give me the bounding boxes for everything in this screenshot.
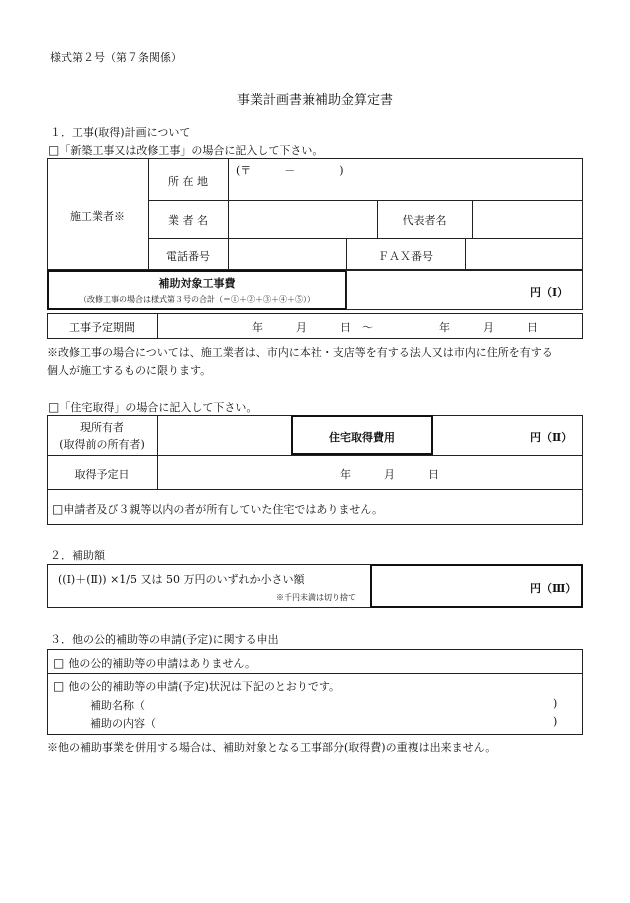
checkbox-other-subsidy[interactable]: □ xyxy=(53,679,65,693)
acquisition-date-field[interactable]: 年 月 日 xyxy=(340,468,439,481)
section1-heading: １．工事(取得)計画について xyxy=(50,126,191,139)
checkbox-declaration[interactable]: □ xyxy=(52,502,64,516)
subsidy-name-label: 補助名称（ xyxy=(90,699,145,712)
current-owner-label: 現所有者 xyxy=(80,421,124,434)
contractor-label: 施工業者※ xyxy=(70,210,125,223)
checkbox-new-or-renovation[interactable]: □ xyxy=(48,143,60,157)
form-number: 様式第２号（第７条関係） xyxy=(50,51,182,64)
postal-code-field[interactable]: (〒 － ) xyxy=(236,164,344,177)
section1-note-line1: ※改修工事の場合については、施工業者は、市内に本社・支店等を有する法人又は市内に住所を有する xyxy=(47,346,553,359)
subsidy-content-close: ) xyxy=(553,715,558,728)
representative-label: 代表者名 xyxy=(402,214,447,227)
housing-instruction-text: 「住宅取得」の場合に記入して下さい。 xyxy=(59,401,258,414)
housing-declaration xyxy=(52,501,383,517)
section2-heading: ２．補助額 xyxy=(50,549,105,562)
housing-declaration-text: 申請者及び３親等以内の者が所有していた住宅ではありません。 xyxy=(63,503,384,516)
subsidy-formula: ((Ⅰ)＋(Ⅱ)) ×1/5 又は 50 万円のいずれか小さい額 xyxy=(58,573,305,586)
period-label: 工事予定期間 xyxy=(69,321,135,334)
checkbox-no-other-subsidy[interactable]: □ xyxy=(53,656,65,670)
other-subsidy-exists xyxy=(53,678,340,694)
document-title: 事業計画書兼補助金算定書 xyxy=(236,93,393,108)
housing-cost-label: 住宅取得費用 xyxy=(329,431,395,444)
other-subsidy-none xyxy=(53,655,256,671)
acquisition-date-label: 取得予定日 xyxy=(74,468,130,481)
subsidy-cost-unit: 円（Ⅰ） xyxy=(530,286,569,299)
other-subsidy-none-text: 他の公的補助等の申請はありません。 xyxy=(68,657,257,670)
phone-label: 電話番号 xyxy=(166,250,210,263)
subsidy-cost-label: 補助対象工事費 xyxy=(158,277,236,290)
housing-cost-unit: 円（Ⅱ） xyxy=(530,431,573,444)
subsidy-cost-note: （改修工事の場合は様式第３号の合計（＝①＋②＋③＋④＋⑤）） xyxy=(79,295,315,304)
fax-label: ＦＡＸ番号 xyxy=(378,250,433,263)
section1-note-line2: 個人が施工するものに限ります。 xyxy=(47,364,212,377)
section3-heading: ３．他の公的補助等の申請(予定)に関する申出 xyxy=(50,633,279,646)
period-field[interactable]: 年 月 日 ～ 年 月 日 xyxy=(252,321,538,334)
subsidy-name-close: ) xyxy=(553,697,558,710)
current-owner-sublabel: (取得前の所有者) xyxy=(59,438,145,451)
section1-instruction xyxy=(48,142,323,158)
checkbox-housing-acquisition[interactable]: □ xyxy=(48,400,60,414)
housing-instruction xyxy=(48,399,257,415)
subsidy-content-label: 補助の内容（ xyxy=(90,717,156,730)
section1-instruction-text: 「新築工事又は改修工事」の場合に記入して下さい。 xyxy=(59,144,324,157)
business-name-label: 業 者 名 xyxy=(168,214,208,227)
section3-note: ※他の補助事業を併用する場合は、補助対象となる工事部分(取得費)の重複は出来ません。 xyxy=(47,741,497,754)
other-subsidy-exists-text: 他の公的補助等の申請(予定)状況は下記のとおりです。 xyxy=(68,680,341,693)
rounding-note: ※千円未満は切り捨て xyxy=(276,593,356,602)
subsidy-amount-unit: 円（Ⅲ） xyxy=(530,582,577,595)
address-label: 所 在 地 xyxy=(168,175,208,188)
